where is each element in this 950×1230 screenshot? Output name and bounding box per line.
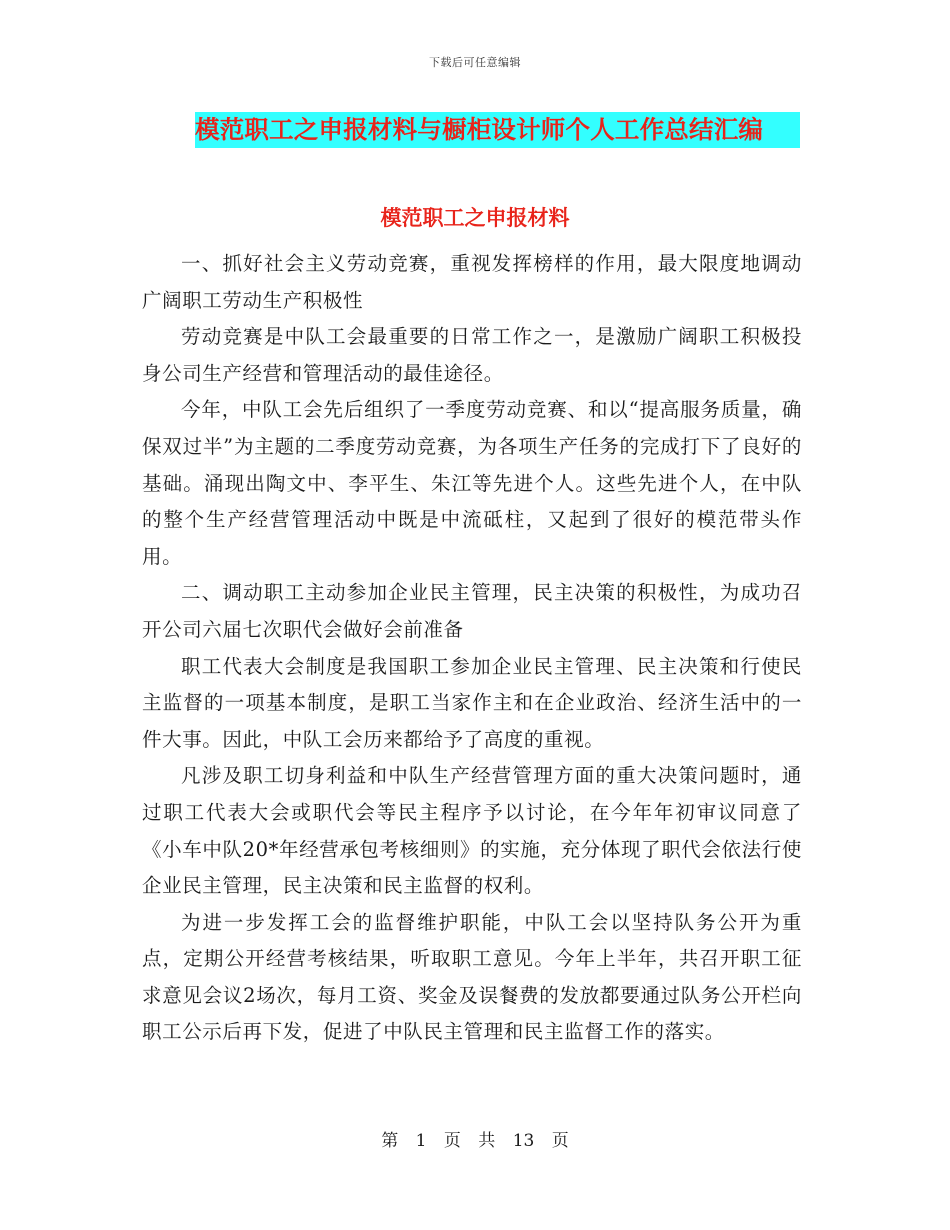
- paragraph: 职工代表大会制度是我国职工参加企业民主管理、民主决策和行使民主监督的一项基本制度，是职工当家作主和在企业政治、经济生活中的一件大事。因此，中队工会历来都给予了高度的重视。: [142, 654, 802, 751]
- paragraph: 一、抓好社会主义劳动竞赛，重视发挥榜样的作用，最大限度地调动广阔职工劳动生产积极性: [142, 252, 802, 312]
- footer-prefix: 第: [381, 1131, 399, 1151]
- page-number: 1: [415, 1131, 427, 1151]
- page-total: 13: [512, 1131, 535, 1151]
- document-title: 模范职工之申报材料与橱柜设计师个人工作总结汇编: [195, 115, 764, 144]
- paragraph: 二、调动职工主动参加企业民主管理，民主决策的积极性，为成功召开公司六届七次职代会做好会前准备: [142, 581, 802, 641]
- section-title: 模范职工之申报材料: [380, 206, 570, 230]
- paragraph: 凡涉及职工切身利益和中队生产经营管理方面的重大决策问题时，通过职工代表大会或职代会等民主程序予以讨论，在今年年初审议同意了《小车中队20*年经营承包考核细则》的实施，充分体现了职代会依法行使企业民主管理，民主决策和民主监督的权利。: [142, 764, 802, 898]
- paragraph: 今年，中队工会先后组织了一季度劳动竞赛、和以“提高服务质量，确保双过半”为主题的二季度劳动竞赛，为各项生产任务的完成打下了良好的基础。涌现出陶文中、李平生、朱江等先进个人。这些先进个人，在中队的整个生产经营管理活动中既是中流砥柱，又起到了很好的模范带头作用。: [142, 398, 802, 568]
- paragraph: 劳动竞赛是中队工会最重要的日常工作之一，是激励广阔职工积极投身公司生产经营和管理活动的最佳途径。: [142, 325, 802, 385]
- paragraph: 为进一步发挥工会的监督维护职能，中队工会以坚持队务公开为重点，定期公开经营考核结果，听取职工意见。今年上半年，共召开职工征求意见会议2场次，每月工资、奖金及误餐费的发放都要通过队务公开栏向职工公示后再下发，促进了中队民主管理和民主监督工作的落实。: [142, 910, 802, 1044]
- footer-page-unit: 页: [443, 1131, 461, 1151]
- page-footer: [0, 1126, 950, 1151]
- document-body: [142, 246, 802, 1051]
- header-note: 下载后可任意编辑: [429, 56, 521, 69]
- footer-total-unit: 页: [551, 1131, 569, 1151]
- footer-total-prefix: 共: [478, 1131, 496, 1151]
